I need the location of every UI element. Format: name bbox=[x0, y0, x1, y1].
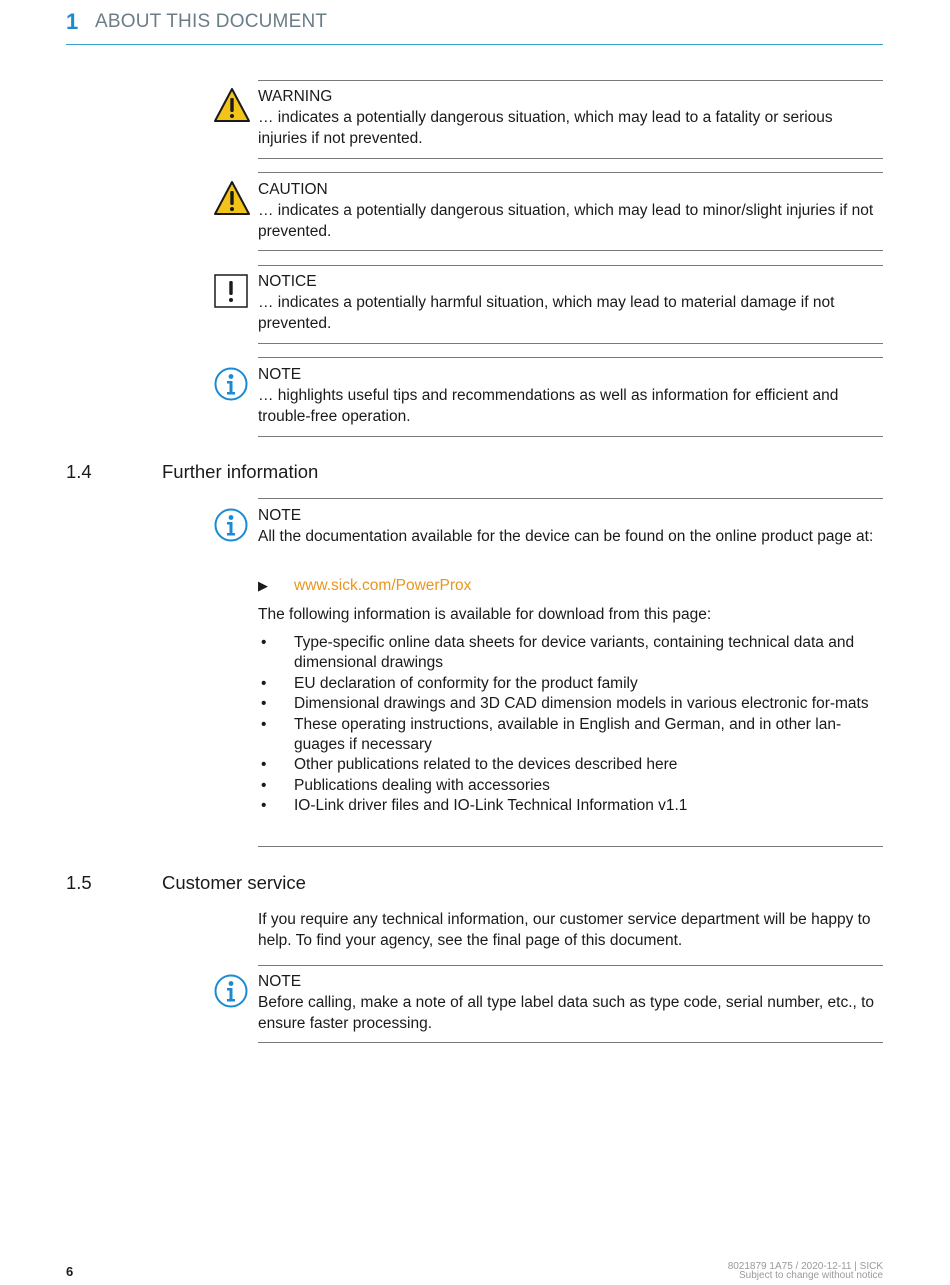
section-title: Customer service bbox=[162, 872, 306, 893]
section-title: Further information bbox=[162, 461, 319, 482]
divider bbox=[258, 846, 883, 847]
notice-text: … indicates a potentially harmful situation, which may lead to material damage if not prevented. bbox=[258, 294, 835, 332]
document-info: 8021879 1A75 / 2020-12-11 | SICK bbox=[727, 1261, 883, 1272]
warning-triangle-icon bbox=[214, 87, 250, 123]
header-divider bbox=[66, 44, 883, 45]
download-intro: The following information is available for download from this page: bbox=[258, 606, 712, 623]
notice-label: NOTICE bbox=[258, 273, 317, 290]
notice-exclamation-icon bbox=[214, 273, 250, 309]
divider bbox=[258, 343, 883, 344]
divider bbox=[258, 265, 883, 266]
divider bbox=[258, 498, 883, 499]
note-label: NOTE bbox=[258, 973, 302, 990]
divider bbox=[258, 80, 883, 81]
section-number: 1.5 bbox=[66, 872, 92, 893]
divider bbox=[258, 1042, 883, 1043]
divider bbox=[258, 436, 883, 437]
list-item: • These operating instructions, available in English and German, and in other lan-guages if necessary bbox=[258, 715, 883, 756]
note-text: Before calling, make a note of all type label data such as type code, serial number, etc., to ensure faster processing. bbox=[258, 994, 875, 1032]
list-item: • Other publications related to the devices described here bbox=[258, 755, 883, 775]
warning-text: … indicates a potentially dangerous situation, which may lead to a fatality or serious injuries if not prevented. bbox=[258, 109, 833, 147]
caution-text: … indicates a potentially dangerous situation, which may lead to minor/slight injuries if not prevented. bbox=[258, 202, 874, 240]
list-item: • Type-specific online data sheets for device variants, containing technical data and dimensional drawings bbox=[258, 633, 883, 674]
arrow-right-icon: ▶ bbox=[258, 578, 268, 593]
list-item: • Dimensional drawings and 3D CAD dimension models in various electronic for-mats bbox=[258, 694, 883, 714]
note-text: … highlights useful tips and recommendations as well as information for efficient and trouble-free operation. bbox=[258, 387, 839, 425]
info-icon bbox=[213, 507, 249, 543]
download-list bbox=[258, 633, 883, 817]
divider bbox=[258, 172, 883, 173]
divider bbox=[258, 250, 883, 251]
warning-label: WARNING bbox=[258, 88, 333, 105]
info-icon bbox=[213, 973, 249, 1009]
info-icon bbox=[213, 366, 249, 402]
note-label: NOTE bbox=[258, 507, 302, 524]
list-item: • IO-Link driver files and IO-Link Technical Information v1.1 bbox=[258, 796, 883, 816]
change-notice: Subject to change without notice bbox=[739, 1270, 883, 1281]
section-number: 1.4 bbox=[66, 461, 92, 482]
product-page-link[interactable]: www.sick.com/PowerProx bbox=[294, 577, 472, 594]
divider bbox=[258, 158, 883, 159]
chapter-number: 1 bbox=[66, 9, 79, 34]
divider bbox=[258, 357, 883, 358]
note-text: All the documentation available for the device can be found on the online product page at: bbox=[258, 528, 874, 545]
page-number: 6 bbox=[66, 1264, 74, 1279]
caution-label: CAUTION bbox=[258, 181, 328, 198]
chapter-title: ABOUT THIS DOCUMENT bbox=[95, 11, 328, 32]
list-item: • Publications dealing with accessories bbox=[258, 776, 883, 796]
divider bbox=[258, 965, 883, 966]
caution-triangle-icon bbox=[214, 180, 250, 216]
list-item: • EU declaration of conformity for the product family bbox=[258, 674, 883, 694]
customer-service-text: If you require any technical information, our customer service department will be happy to help. To find your agency, see the final page of this document. bbox=[258, 911, 871, 949]
note-label: NOTE bbox=[258, 366, 302, 383]
